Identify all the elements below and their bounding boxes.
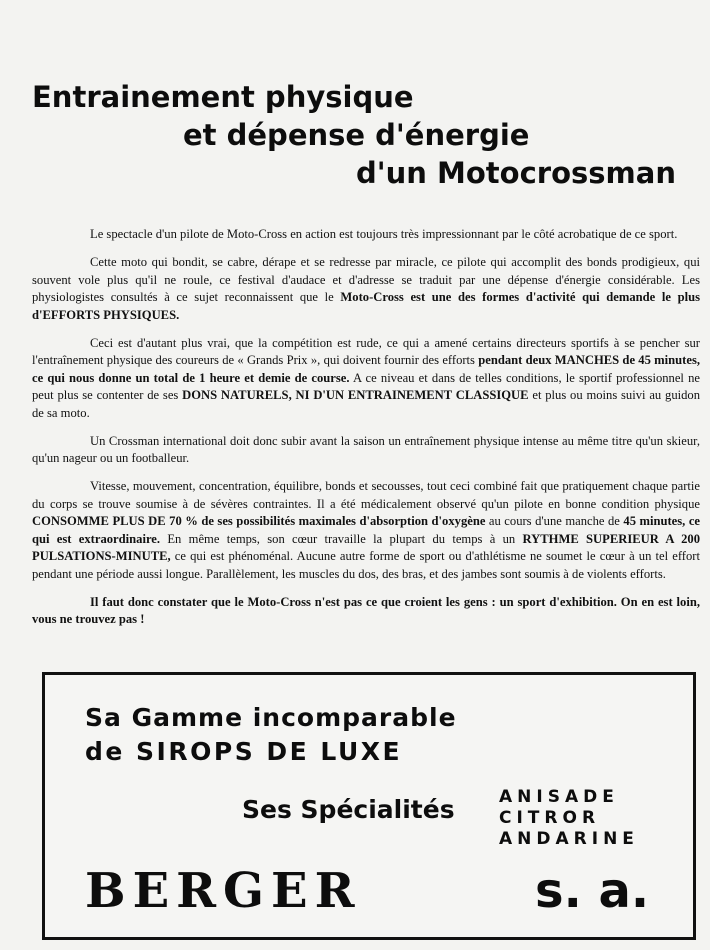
- paragraph-closing: Il faut donc constater que le Moto-Cross n'est pas ce que croient les gens : un sport d'exhibition. On en est loin, vous ne trouvez pas !: [32, 594, 700, 626]
- brand-name: BERGER: [85, 863, 362, 919]
- product-anisade: ANISADE: [499, 787, 619, 807]
- berger-advertisement: [42, 672, 696, 940]
- ad-specialites: Ses Spécialités: [242, 795, 455, 824]
- paragraph-5: [32, 478, 700, 583]
- text-run: Ceci est d'autant plus vrai, que la compétition est rude, ce qui a amené certains directeurs sportifs à se pencher sur l'entraînement physique des coureurs de « Grands Prix », qui doivent fournir des efforts: [32, 335, 700, 367]
- paragraph-4: Un Crossman international doit donc subir avant la saison un entraînement physique intense au même titre qu'un skieur, qu'un nageur ou un footballeur.: [32, 433, 700, 465]
- title-line-3: d'un Motocrossman: [356, 156, 676, 190]
- ad-product-list: [499, 787, 639, 850]
- ad-headline-2: de SIROPS DE LUXE: [85, 737, 403, 766]
- emphasis-run: Moto-Cross est une des formes d'activité qui demande le plus d'EFFORTS PHYSIQUES.: [32, 290, 701, 322]
- text-run: et plus ou moins suivi au guidon de sa moto.: [32, 388, 701, 420]
- text-run: ce qui est phénoménal. Aucune autre forme de sport ou d'athlétisme ne soumet le cœur à un tel effort pendant une période aussi longue. Parallèlement, les muscles du dos, des bras, et des jambes sont soumis à de violents efforts.: [32, 549, 700, 581]
- text-run: Vitesse, mouvement, concentration, équilibre, bonds et secousses, tout ceci combiné fait que pratiquement chaque partie du corps se trouve soumise à de sévères contraintes. Il a été médicalement observé qu'un pilote en bonne condition physique: [32, 479, 700, 511]
- brand-suffix: s. a.: [535, 863, 650, 919]
- paragraph-1: Le spectacle d'un pilote de Moto-Cross en action est toujours très impressionnant par le côté acrobatique de ce sport.: [90, 227, 678, 241]
- text-run: Cette moto qui bondit, se cabre, dérape et se redresse par miracle, ce pilote qui accomplit des bonds prodigieux, qui souvent vole plus qu'il ne roule, ce festival d'audace et d'adresse se traduit par une dépense d'énergie considérable. Les physiologistes consultés à ce sujet reconnaissent que le: [32, 255, 700, 304]
- text-run: A ce niveau et dans de telles conditions, le sportif professionnel ne peut plus se contenter de ses: [32, 370, 700, 402]
- title-line-1: Entrainement physique: [32, 80, 414, 114]
- product-andarine: ANDARINE: [499, 829, 639, 849]
- emphasis-run: pendant deux MANCHES de 45 minutes, ce qui nous donne un total de 1 heure et demie de course.: [32, 353, 701, 385]
- product-citror: CITROR: [499, 808, 601, 828]
- text-run: au cours d'une manche de: [485, 514, 624, 528]
- text-run: En même temps, son cœur travaille la plupart du temps à un: [160, 531, 523, 546]
- paragraph-2: [32, 254, 700, 324]
- emphasis-run: CONSOMME PLUS DE 70 % de ses possibilités maximales d'absorption d'oxygène: [32, 514, 486, 528]
- emphasis-run: DONS NATURELS, NI D'UN ENTRAINEMENT CLASSIQUE: [182, 388, 529, 402]
- title-line-2: et dépense d'énergie: [183, 118, 530, 152]
- article-body: [32, 226, 700, 639]
- emphasis-run: 45 minutes, ce qui est extraordinaire.: [32, 514, 700, 546]
- emphasis-run: RYTHME SUPERIEUR A 200 PULSATIONS-MINUTE,: [32, 531, 701, 563]
- ad-headline-1: Sa Gamme incomparable: [85, 703, 457, 732]
- paragraph-3: [32, 335, 700, 423]
